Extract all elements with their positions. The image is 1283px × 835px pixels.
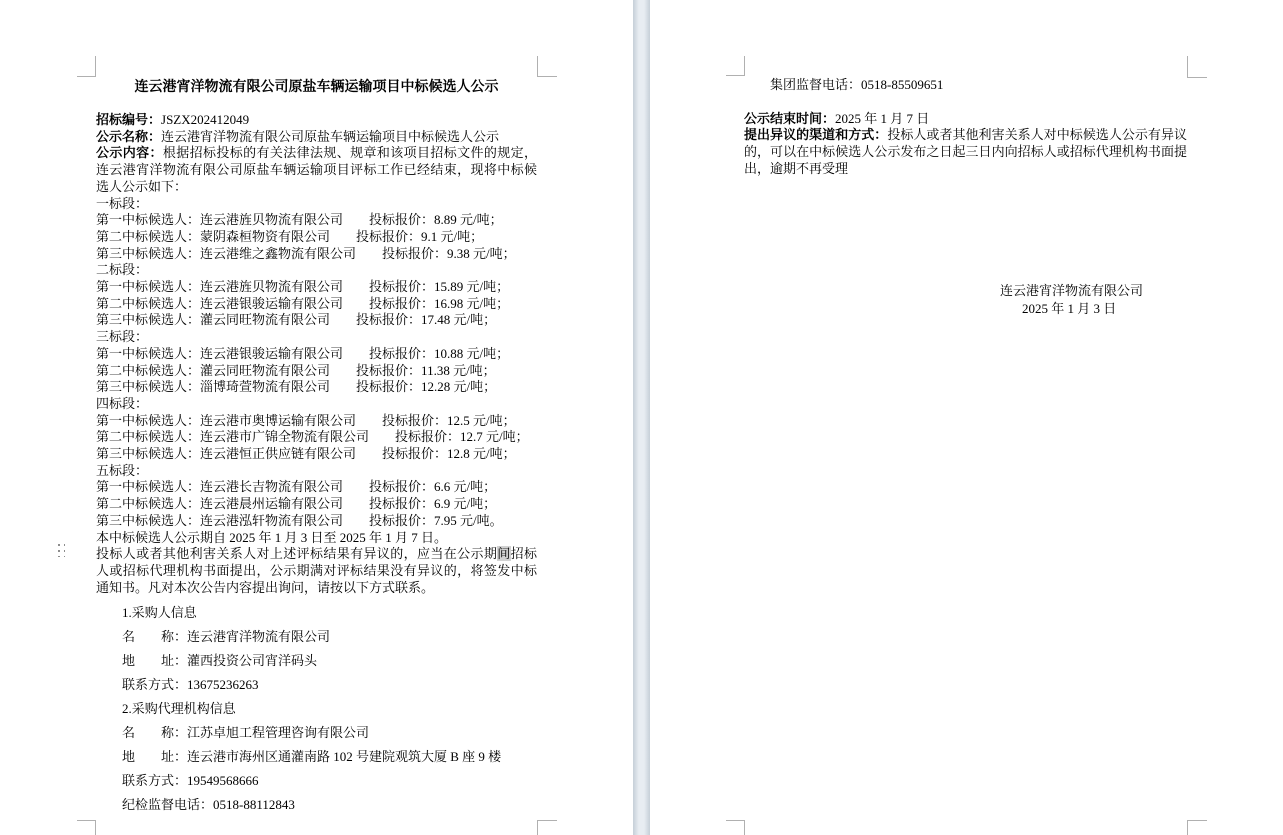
bid-sections xyxy=(96,196,537,530)
page-2-content[interactable] xyxy=(744,76,1187,316)
meta-line xyxy=(96,129,537,146)
signature-company: 连云港宵洋物流有限公司 xyxy=(1000,283,1144,298)
candidate-row xyxy=(96,246,537,263)
meta-block xyxy=(96,112,537,196)
candidate-row xyxy=(96,296,537,313)
contact-line xyxy=(96,745,537,769)
page-gap xyxy=(633,0,650,835)
price-value: 12.5 元/吨； xyxy=(447,412,516,428)
candidate-list xyxy=(96,413,537,463)
candidate-row xyxy=(96,279,537,296)
contact-value: 灌西投资公司宵洋码头 xyxy=(187,653,318,669)
bid-section xyxy=(96,329,537,396)
meta-line xyxy=(96,112,537,129)
candidate-row xyxy=(96,312,537,329)
objection-channel-label: 提出异议的渠道和方式： xyxy=(744,127,888,143)
contact-value: 连云港市海州区通灌南路 102 号建院观筑大厦 B 座 9 楼 xyxy=(187,749,502,765)
meta-label: 公示内容： xyxy=(96,145,163,161)
candidate-company: 连云港恒正供应链有限公司 xyxy=(200,446,357,462)
candidate-company: 连云港市广锦全物流有限公司 xyxy=(200,429,370,445)
candidate-rank: 第二中标候选人： xyxy=(96,362,201,378)
objection-text-pre: 投标人或者其他利害关系人对上述评标结果有异议的，应当在公示期 xyxy=(96,546,498,562)
contact-line xyxy=(96,769,537,793)
candidate-rank: 第三中标候选人： xyxy=(96,512,201,528)
contact-line xyxy=(96,625,537,649)
bid-section xyxy=(96,463,537,530)
candidate-company: 连云港市奥博运输有限公司 xyxy=(200,412,357,428)
bid-section-heading: 一标段： xyxy=(96,195,149,211)
candidate-list xyxy=(96,479,537,529)
drag-handle-icon[interactable] xyxy=(56,542,65,557)
candidate-company: 连云港旌贝物流有限公司 xyxy=(200,279,344,295)
bid-section xyxy=(96,196,537,263)
candidate-company: 灌云同旺物流有限公司 xyxy=(200,362,331,378)
price-label: 投标报价： xyxy=(356,228,422,244)
signature-block xyxy=(1000,282,1143,318)
contact-label: 联系方式： xyxy=(122,677,188,693)
contact-line xyxy=(96,673,537,697)
contact-value: 江苏卓旭工程管理咨询有限公司 xyxy=(187,725,370,741)
price-value: 10.88 元/吨； xyxy=(434,345,510,361)
candidate-company: 淄博琦萱物流有限公司 xyxy=(200,379,331,395)
price-value: 9.38 元/吨； xyxy=(447,245,516,261)
candidate-row xyxy=(96,513,537,530)
price-label: 投标报价： xyxy=(356,312,422,328)
candidate-row xyxy=(96,429,537,446)
text-boundary-mark xyxy=(726,56,745,76)
text-boundary-mark xyxy=(726,820,745,835)
price-label: 投标报价： xyxy=(356,362,422,378)
price-label: 投标报价： xyxy=(369,345,435,361)
bid-section-heading: 二标段： xyxy=(96,262,149,278)
end-time-line xyxy=(744,111,1187,128)
candidate-row xyxy=(96,379,537,396)
candidate-rank: 第一中标候选人： xyxy=(96,212,201,228)
text-boundary-mark xyxy=(77,56,96,77)
text-boundary-mark xyxy=(77,820,96,835)
candidate-rank: 第一中标候选人： xyxy=(96,345,201,361)
contact-line xyxy=(96,721,537,745)
candidate-row xyxy=(96,496,537,513)
group-phone-label: 集团监督电话： xyxy=(770,77,862,92)
candidate-rank: 第三中标候选人： xyxy=(96,446,201,462)
signature-date: 2025 年 1 月 3 日 xyxy=(1022,301,1117,316)
bid-section xyxy=(96,396,537,463)
price-value: 6.9 元/吨； xyxy=(434,496,497,512)
candidate-company: 连云港维之鑫物流有限公司 xyxy=(200,245,357,261)
contact-label: 联系方式： xyxy=(122,773,188,789)
page-1-content[interactable] xyxy=(96,76,537,817)
text-boundary-mark xyxy=(537,820,557,835)
candidate-row xyxy=(96,446,537,463)
price-label: 投标报价： xyxy=(382,412,448,428)
contact-value: 0518-88112843 xyxy=(213,797,295,813)
price-value: 8.89 元/吨； xyxy=(434,212,503,228)
price-label: 投标报价： xyxy=(369,279,435,295)
meta-value: 连云港宵洋物流有限公司原盐车辆运输项目中标候选人公示 xyxy=(161,128,500,144)
document-title: 连云港宵洋物流有限公司原盐车辆运输项目中标候选人公示 xyxy=(134,80,499,95)
meta-value: 根据招标投标的有关法律法规、规章和该项目招标文件的规定，连云港宵洋物流有限公司原盐车辆运输项目评标工作已经结束，现将中标候选人公示如下： xyxy=(96,145,537,194)
candidate-row xyxy=(96,413,537,430)
meta-value: JSZX202412049 xyxy=(161,112,250,127)
candidate-list xyxy=(96,279,537,329)
objection-channel-text: 投标人或者其他利害关系人对中标候选人公示有异议的，可以在中标候选人公示发布之日起三日内向招标人或招标代理机构书面提出，逾期不再受理 xyxy=(744,127,1187,176)
candidate-rank: 第二中标候选人： xyxy=(96,295,201,311)
price-value: 16.98 元/吨； xyxy=(434,295,510,311)
price-label: 投标报价： xyxy=(369,212,435,228)
candidate-company: 连云港银骏运输有限公司 xyxy=(200,295,344,311)
price-label: 投标报价： xyxy=(369,295,435,311)
candidate-row xyxy=(96,229,537,246)
candidate-company: 连云港泓轩物流有限公司 xyxy=(200,512,344,528)
price-label: 投标报价： xyxy=(382,245,448,261)
search-highlight: 间 xyxy=(497,546,511,562)
candidate-list xyxy=(96,346,537,396)
price-value: 12.8 元/吨； xyxy=(447,446,516,462)
price-label: 投标报价： xyxy=(369,479,435,495)
group-phone-line xyxy=(744,77,1187,94)
candidate-company: 连云港晨州运输有限公司 xyxy=(200,496,344,512)
candidate-row xyxy=(96,346,537,363)
contact-line xyxy=(96,793,537,817)
candidate-row xyxy=(96,363,537,380)
candidate-company: 连云港长吉物流有限公司 xyxy=(200,479,344,495)
text-boundary-mark xyxy=(1187,820,1207,835)
publicity-period-line: 本中标候选人公示期自 2025 年 1 月 3 日至 2025 年 1 月 7 日。 xyxy=(96,529,448,545)
candidate-rank: 第二中标候选人： xyxy=(96,228,201,244)
contact-block xyxy=(96,601,537,817)
contact-label: 地 址： xyxy=(122,653,188,669)
bid-section-heading: 五标段： xyxy=(96,462,149,478)
contact-label: 名 称： xyxy=(122,725,188,741)
price-value: 12.28 元/吨； xyxy=(421,379,497,395)
candidate-company: 蒙阴森桓物资有限公司 xyxy=(200,228,331,244)
bid-section-heading: 四标段： xyxy=(96,395,149,411)
price-value: 12.7 元/吨； xyxy=(460,429,529,445)
price-value: 17.48 元/吨； xyxy=(421,312,497,328)
candidate-rank: 第二中标候选人： xyxy=(96,496,201,512)
meta-label: 公示名称： xyxy=(96,128,162,144)
contact-value: 13675236263 xyxy=(187,677,259,693)
agency-info xyxy=(96,721,537,817)
price-value: 11.38 元/吨； xyxy=(421,362,496,378)
contact-value: 19549568666 xyxy=(187,773,259,789)
meta-line xyxy=(96,145,537,195)
agency-heading: 2.采购代理机构信息 xyxy=(122,701,236,717)
candidate-company: 灌云同旺物流有限公司 xyxy=(200,312,331,328)
meta-label: 招标编号： xyxy=(96,112,162,127)
price-value: 7.95 元/吨。 xyxy=(434,512,503,528)
price-label: 投标报价： xyxy=(382,446,448,462)
candidate-rank: 第三中标候选人： xyxy=(96,312,201,328)
end-time-value: 2025 年 1 月 7 日 xyxy=(835,110,930,126)
candidate-company: 连云港银骏运输有限公司 xyxy=(200,345,344,361)
objection-text-post: 招标人或招标代理机构书面提出，公示期满对评标结果没有异议的，将签发中标通知书。凡对本次公告内容提出询问，请按以下方式联系。 xyxy=(96,546,537,595)
candidate-row xyxy=(96,212,537,229)
price-label: 投标报价： xyxy=(369,512,435,528)
page-2 xyxy=(650,0,1283,835)
candidate-list xyxy=(96,212,537,262)
price-label: 投标报价： xyxy=(356,379,422,395)
contact-value: 连云港宵洋物流有限公司 xyxy=(187,629,331,645)
contact-label: 名 称： xyxy=(122,629,188,645)
candidate-rank: 第一中标候选人： xyxy=(96,279,201,295)
candidate-company: 连云港旌贝物流有限公司 xyxy=(200,212,344,228)
candidate-rank: 第一中标候选人： xyxy=(96,479,201,495)
price-value: 15.89 元/吨； xyxy=(434,279,510,295)
end-time-label: 公示结束时间： xyxy=(744,110,836,126)
objection-channel-paragraph xyxy=(744,127,1187,177)
candidate-rank: 第二中标候选人： xyxy=(96,429,201,445)
contact-label: 地 址： xyxy=(122,749,188,765)
price-value: 9.1 元/吨； xyxy=(421,228,484,244)
price-label: 投标报价： xyxy=(369,496,435,512)
group-phone-value: 0518-85509651 xyxy=(861,77,944,92)
text-boundary-mark xyxy=(1187,56,1207,78)
bid-section xyxy=(96,262,537,329)
candidate-rank: 第一中标候选人： xyxy=(96,412,201,428)
candidate-row xyxy=(96,479,537,496)
candidate-rank: 第三中标候选人： xyxy=(96,379,201,395)
text-boundary-mark xyxy=(537,56,557,77)
contact-label: 纪检监督电话： xyxy=(122,797,214,813)
purchaser-heading: 1.采购人信息 xyxy=(122,605,197,621)
contact-line xyxy=(96,649,537,673)
page-1 xyxy=(0,0,633,835)
candidate-rank: 第三中标候选人： xyxy=(96,245,201,261)
price-value: 6.6 元/吨； xyxy=(434,479,497,495)
objection-paragraph xyxy=(96,546,537,596)
price-label: 投标报价： xyxy=(395,429,461,445)
bid-section-heading: 三标段： xyxy=(96,329,149,345)
purchaser-info xyxy=(96,625,537,697)
